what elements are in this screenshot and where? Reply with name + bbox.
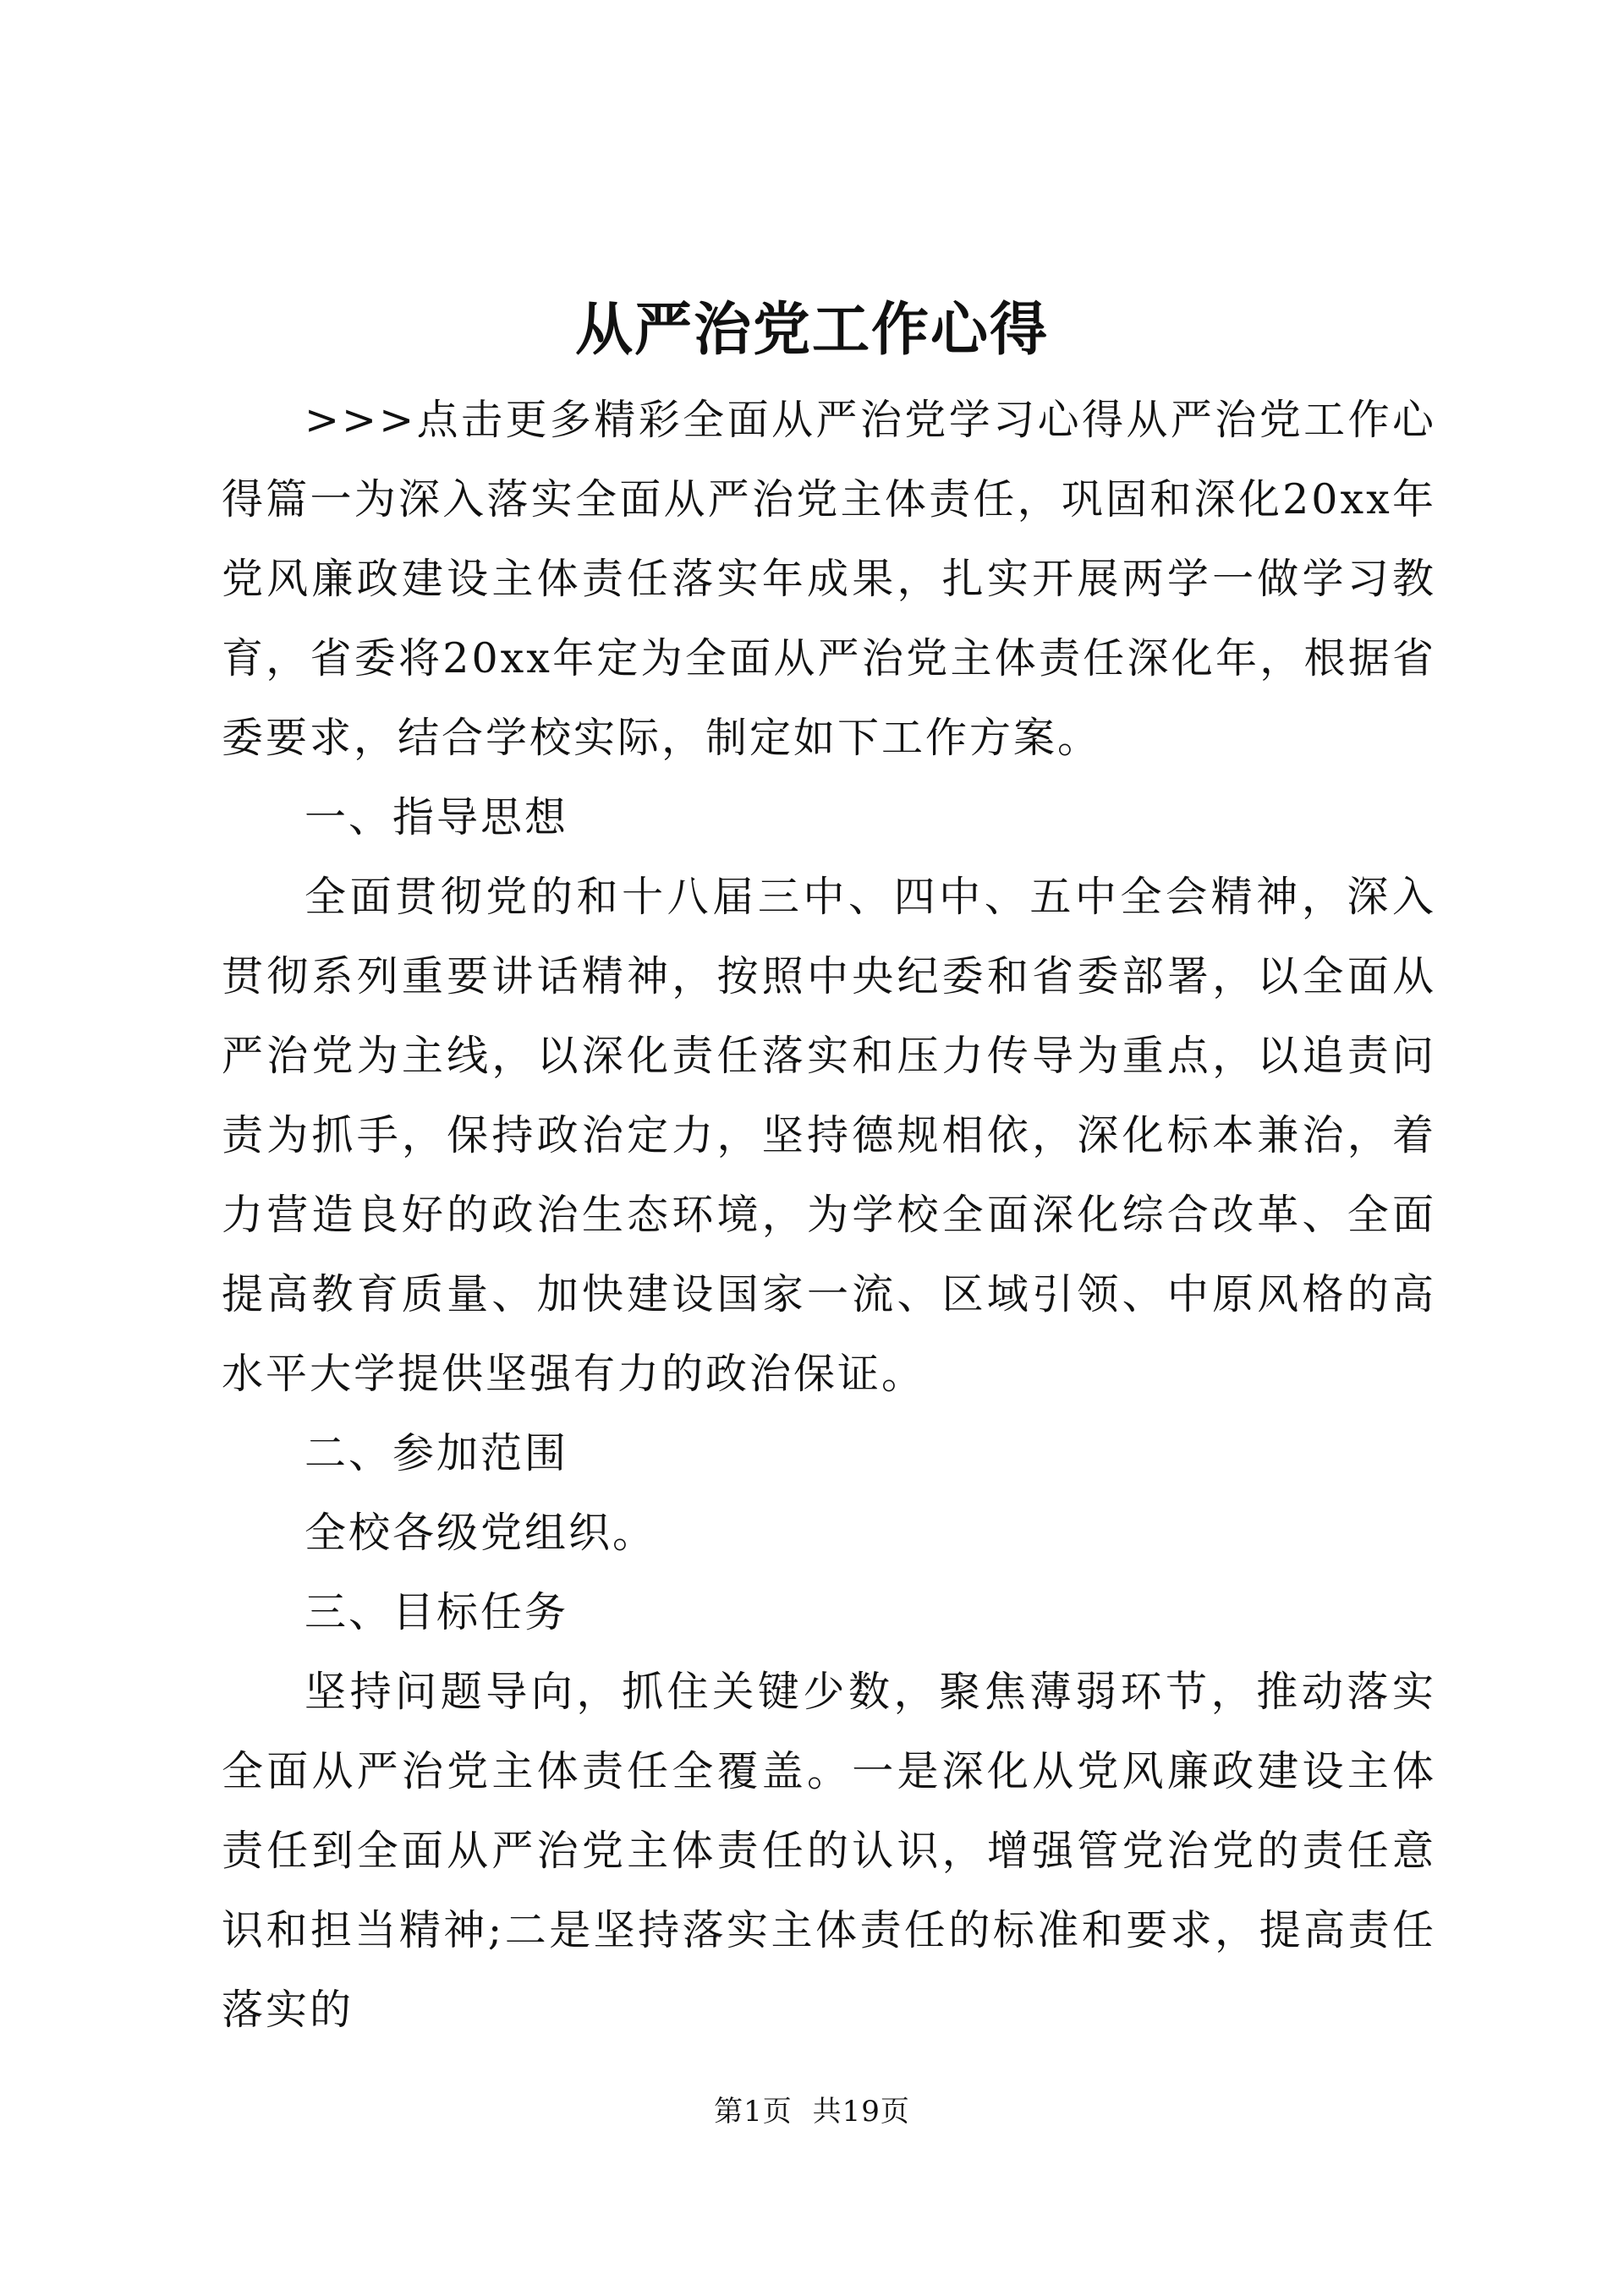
- paragraph-scope: 全校各级党组织。: [304, 1509, 657, 1557]
- page-number: 第1页: [714, 2095, 793, 2129]
- heading-goals: 三、目标任务: [304, 1588, 569, 1636]
- document-title: 从严治党工作心得: [574, 296, 1049, 364]
- paragraph-guiding-ideology: 全面贯彻党的和十八届三中、四中、五中全会精神，深入贯彻系列重要讲话精神，按照中央纪委和省委部署，以全面从严治党为主线，以深化责任落实和压力传导为重点，以追责问责为抓手，保持政治定力，坚持德规相依，深化标本兼治，着力营造良好的政治生态环境，为学校全面深化综合改革、全面提高教育质量、加快建设国家一流、区域引领、中原风格的高水平大学提供坚强有力的政治保证。: [222, 873, 1436, 1398]
- paragraph-goals: 坚持问题导向，抓住关键少数，聚焦薄弱环节，推动落实全面从严治党主体责任全覆盖。一是深化从党风廉政建设主体责任到全面从严治党主体责任的认识，增强管党治党的责任意识和担当精神;二是坚持落实主体责任的标准和要求，提高责任落实的: [222, 1668, 1436, 2034]
- document-body: [222, 381, 1436, 2050]
- heading-scope: 二、参加范围: [304, 1429, 569, 1477]
- heading-guiding-ideology: 一、指导思想: [304, 793, 569, 841]
- page-total: 共19页: [812, 2095, 910, 2129]
- page-footer: [0, 2091, 1624, 2133]
- paragraph-intro: >>>点击更多精彩全面从严治党学习心得从严治党工作心得篇一为深入落实全面从严治党主体责任，巩固和深化20xx年党风廉政建设主体责任落实年成果，扎实开展两学一做学习教育，省委将20xx年定为全面从严治党主体责任深化年，根据省委要求，结合学校实际，制定如下工作方案。: [222, 396, 1436, 762]
